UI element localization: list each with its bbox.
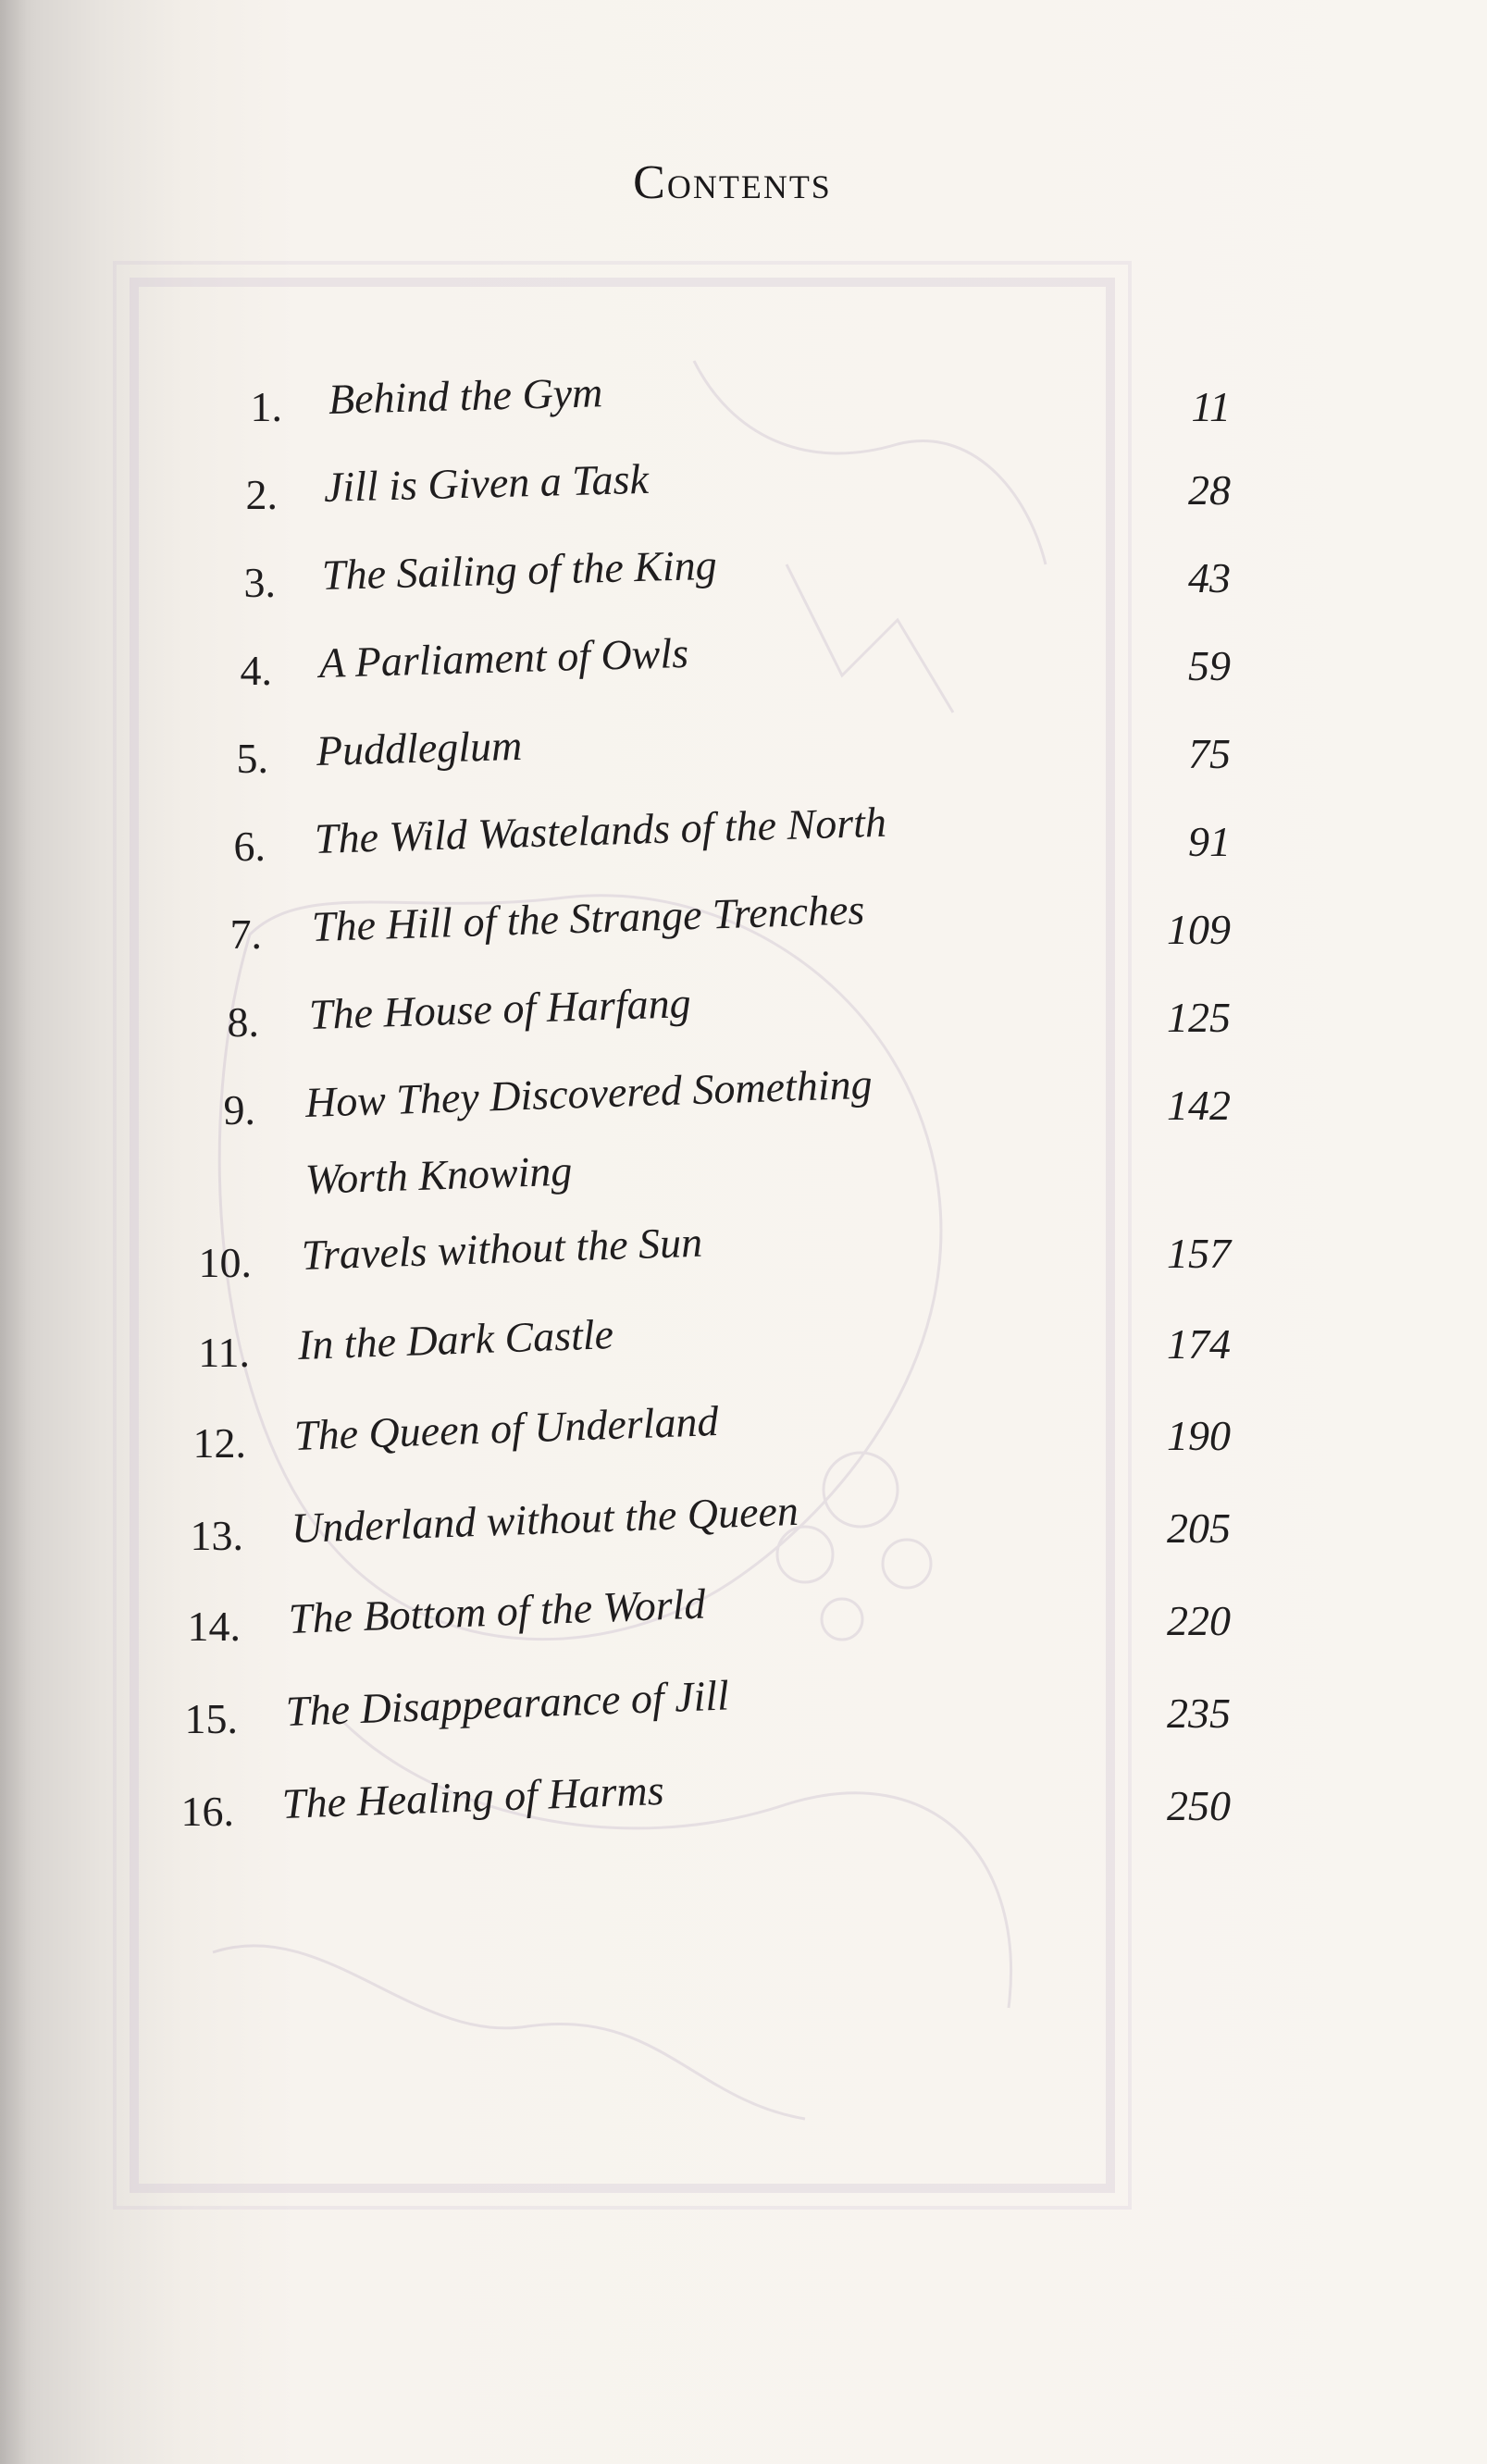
page-number: 235 bbox=[1167, 1690, 1231, 1737]
page-number: 91 bbox=[1188, 818, 1231, 865]
chapter-number: 11. bbox=[198, 1329, 250, 1376]
page-number: 125 bbox=[1167, 994, 1231, 1041]
chapter-number: 6. bbox=[233, 823, 266, 870]
page-number: 75 bbox=[1188, 730, 1231, 777]
page-number: 142 bbox=[1167, 1082, 1231, 1129]
chapter-number: 14. bbox=[187, 1603, 241, 1650]
chapter-title: Travels without the Sun bbox=[301, 1218, 703, 1279]
chapter-number: 3. bbox=[243, 559, 276, 606]
chapter-number: 16. bbox=[180, 1788, 234, 1835]
page-number: 28 bbox=[1188, 466, 1231, 514]
chapter-title: The Healing of Harms bbox=[281, 1765, 665, 1827]
chapter-number: 1. bbox=[250, 383, 282, 430]
chapter-title: The Sailing of the King bbox=[321, 540, 718, 599]
page-number: 157 bbox=[1167, 1230, 1231, 1277]
page-number: 174 bbox=[1167, 1320, 1231, 1368]
chapter-number: 15. bbox=[184, 1695, 238, 1742]
chapter-number: 4. bbox=[240, 647, 272, 694]
chapter-title: How They Discovered Something bbox=[304, 1059, 874, 1126]
chapter-title: The Bottom of the World bbox=[288, 1579, 707, 1642]
chapter-title: The Wild Wastelands of the North bbox=[314, 798, 887, 862]
chapter-title: The Disappearance of Jill bbox=[285, 1671, 730, 1735]
page-number: 109 bbox=[1167, 906, 1231, 953]
page-number: 250 bbox=[1167, 1782, 1231, 1829]
chapter-number: 9. bbox=[223, 1086, 255, 1133]
chapter-number: 7. bbox=[229, 910, 262, 958]
chapter-number: 8. bbox=[227, 998, 259, 1046]
chapter-title: Puddleglum bbox=[316, 721, 523, 774]
page-title-text: Contents bbox=[633, 156, 832, 209]
page-number: 190 bbox=[1167, 1412, 1231, 1459]
chapter-number: 13. bbox=[190, 1512, 243, 1559]
chapter-number: 2. bbox=[245, 471, 278, 518]
chapter-title: Jill is Given a Task bbox=[323, 454, 650, 511]
chapter-title: A Parliament of Owls bbox=[318, 628, 689, 687]
page-number: 220 bbox=[1167, 1597, 1231, 1644]
page-number: 11 bbox=[1191, 383, 1231, 430]
chapter-number: 12. bbox=[192, 1419, 246, 1467]
chapter-title: Behind the Gym bbox=[328, 368, 603, 423]
chapter-title: The Queen of Underland bbox=[293, 1397, 720, 1459]
chapter-title: The House of Harfang bbox=[308, 979, 692, 1038]
chapter-number: 5. bbox=[236, 735, 268, 782]
chapter-title: The Hill of the Strange Trenches bbox=[311, 885, 866, 950]
chapter-title-continued: Worth Knowing bbox=[304, 1146, 574, 1203]
page-number: 43 bbox=[1188, 554, 1231, 601]
chapter-number: 10. bbox=[198, 1239, 252, 1286]
chapter-title: Underland without the Queen bbox=[291, 1486, 799, 1552]
page-number: 205 bbox=[1167, 1504, 1231, 1552]
chapter-title: In the Dark Castle bbox=[297, 1310, 614, 1368]
page-number: 59 bbox=[1188, 642, 1231, 689]
